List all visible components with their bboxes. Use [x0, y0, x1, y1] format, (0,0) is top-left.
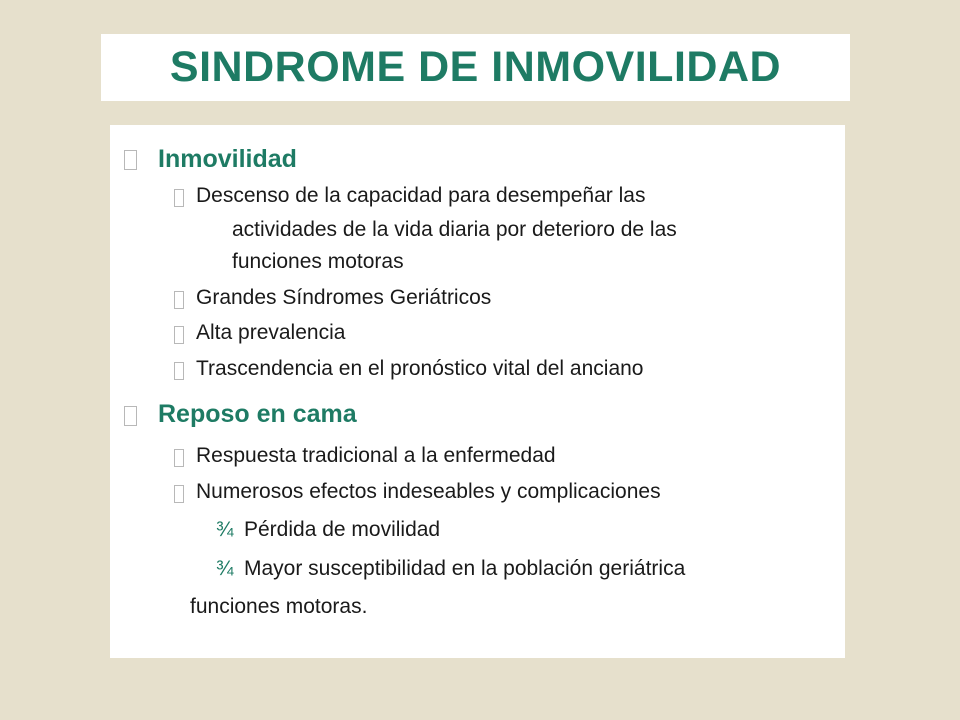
subitem-text: Mayor susceptibilidad en la población geriátrica [244, 557, 686, 580]
item-text-line: Grandes Síndromes Geriátricos [196, 286, 492, 309]
section-heading-inmovilidad: Inmovilidad [158, 145, 297, 173]
item-text-line: funciones motoras [232, 250, 404, 273]
item-text-line: Trascendencia en el pronóstico vital del anciano [196, 357, 644, 380]
title-banner [101, 34, 850, 101]
slide-title: SINDROME DE INMOVILIDAD [169, 43, 782, 91]
sub-bullet-box-icon [174, 326, 184, 344]
item-text-line: actividades de la vida diaria por deterioro de las [232, 218, 677, 241]
sub-bullet-box-icon [174, 189, 184, 207]
fraction-bullet-icon: ¾ [216, 557, 234, 580]
fraction-bullet-icon: ¾ [216, 518, 234, 541]
sub-bullet-box-icon [174, 362, 184, 380]
sub-bullet-box-icon [174, 485, 184, 503]
subitem-text: Pérdida de movilidad [244, 518, 441, 541]
section-bullet-box-icon [124, 150, 137, 170]
sub-bullet-box-icon [174, 449, 184, 467]
item-text-line: Numerosos efectos indeseables y complicaciones [196, 480, 661, 503]
content-panel [110, 125, 845, 658]
sub-bullet-box-icon [174, 291, 184, 309]
section-heading-reposo: Reposo en cama [158, 400, 357, 428]
item-text-line: Descenso de la capacidad para desempeñar las [196, 184, 646, 207]
item-text-line: Alta prevalencia [196, 321, 346, 344]
item-text-line: Respuesta tradicional a la enfermedad [196, 444, 556, 467]
section-bullet-box-icon [124, 406, 137, 426]
trailing-text: funciones motoras. [190, 595, 368, 618]
